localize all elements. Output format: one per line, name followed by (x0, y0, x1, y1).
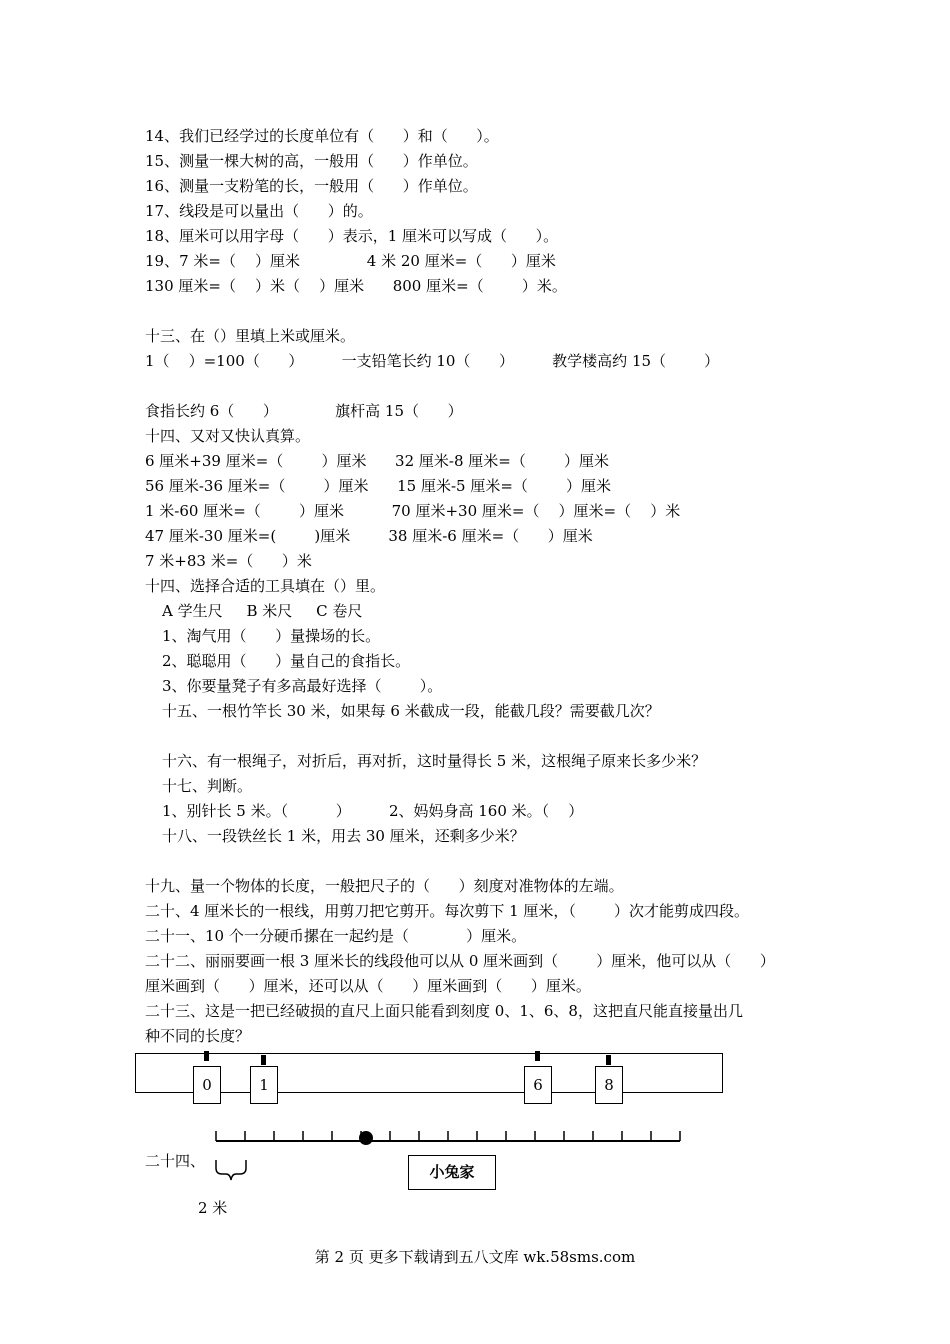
tool-q2: 2、聪聪用（ ）量自己的食指长。 (162, 652, 411, 670)
ruler-label-8: 8 (595, 1066, 623, 1104)
section-23: 二十三、这是一把已经破损的直尺上面只能看到刻度 0、1、6、8，这把直尺能直接量出几 (145, 1002, 743, 1020)
tool-q1: 1、淘气用（ ）量操场的长。 (162, 627, 381, 645)
unit-label-2m: 2 米 (198, 1199, 228, 1217)
question-17: 17、线段是可以量出（ ）的。 (145, 202, 373, 220)
dot-marker (359, 1131, 373, 1145)
rabbit-house-box: 小兔家 (408, 1155, 496, 1190)
question-19: 19、7 米=（ ）厘米 4 米 20 厘米=（ ）厘米 (145, 252, 556, 270)
ruler-label-1: 1 (250, 1066, 278, 1104)
section-22: 二十二、丽丽要画一根 3 厘米长的线段他可以从 0 厘米画到（ ）厘米，他可以从（ ） (145, 952, 775, 970)
page-footer: 第 2 页 更多下载请到五八文库 wk.58sms.com (314, 1248, 636, 1266)
question-16: 16、测量一支粉笔的长，一般用（ ）作单位。 (145, 177, 478, 195)
section-21: 二十一、10 个一分硬币摞在一起约是（ ）厘米。 (145, 927, 527, 945)
section-13-row2: 食指长约 6（ ） 旗杆高 15（ ） (145, 402, 463, 420)
section-16: 十六、有一根绳子，对折后，再对折，这时量得长 5 米，这根绳子原来长多少米？ (162, 752, 707, 770)
section-19: 十九、量一个物体的长度，一般把尺子的（ ）刻度对准物体的左端。 (145, 877, 624, 895)
question-14: 14、我们已经学过的长度单位有（ ）和（ ）。 (145, 127, 499, 145)
calc-row-2: 56 厘米-36 厘米=（ ）厘米 15 厘米-5 厘米=（ ）厘米 (145, 477, 612, 495)
tool-options: A 学生尺 B 米尺 C 卷尺 (162, 602, 363, 620)
section-17-title: 十七、判断。 (162, 777, 253, 795)
tool-q3: 3、你要量凳子有多高最好选择（ ）。 (162, 677, 443, 695)
question-19-cont: 130 厘米=（ ）米（ ）厘米 800 厘米=（ ）米。 (145, 277, 567, 295)
brace-2m (216, 1160, 246, 1180)
section-20: 二十、4 厘米长的一根线，用剪刀把它剪开。每次剪下 1 厘米，（ ）次才能剪成四段。 (145, 902, 750, 920)
ruler-label-6: 6 (524, 1066, 552, 1104)
question-15: 15、测量一棵大树的高，一般用（ ）作单位。 (145, 152, 478, 170)
section-14b-title: 十四、选择合适的工具填在（）里。 (145, 577, 386, 595)
question-18: 18、厘米可以用字母（ ）表示，1 厘米可以写成（ ）。 (145, 227, 559, 245)
number-line-ticks (216, 1131, 680, 1141)
section-23-cont: 种不同的长度？ (145, 1027, 251, 1045)
section-18: 十八、一段铁丝长 1 米，用去 30 厘米，还剩多少米？ (162, 827, 525, 845)
section-14-title: 十四、又对又快认真算。 (145, 427, 311, 445)
section-15: 十五、一根竹竿长 30 米，如果每 6 米截成一段，能截几段？需要截几次？ (162, 702, 660, 720)
section-22-cont: 厘米画到（ ）厘米，还可以从（ ）厘米画到（ ）厘米。 (145, 977, 591, 995)
calc-row-5: 7 米+83 米=（ ）米 (145, 552, 312, 570)
section-17-items: 1、别针长 5 米。（ ） 2、妈妈身高 160 米。（ ） (162, 802, 584, 820)
section-24-number: 二十四、 (145, 1152, 206, 1170)
section-13-row1: 1（ ）=100（ ） 一支铅笔长约 10（ ） 教学楼高约 15（ ） (145, 352, 720, 370)
calc-row-4: 47 厘米-30 厘米=( )厘米 38 厘米-6 厘米=（ ）厘米 (145, 527, 593, 545)
calc-row-1: 6 厘米+39 厘米=（ ）厘米 32 厘米-8 厘米=（ ）厘米 (145, 452, 610, 470)
ruler-label-0: 0 (193, 1066, 221, 1104)
section-13-title: 十三、在（）里填上米或厘米。 (145, 327, 356, 345)
calc-row-3: 1 米-60 厘米=（ ）厘米 70 厘米+30 厘米=（ ）厘米=（ ）米 (145, 502, 681, 520)
